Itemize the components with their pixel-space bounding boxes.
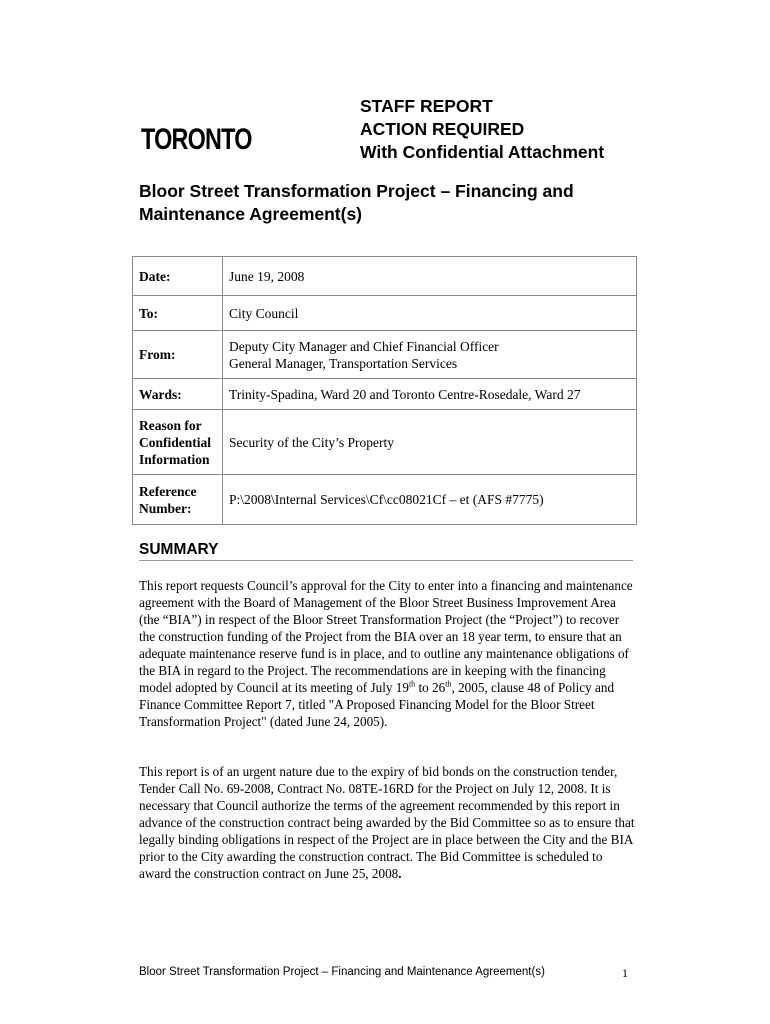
row-value: June 19, 2008 [223, 257, 637, 296]
report-details-table [132, 256, 637, 525]
paragraph-text: , 2005, clause 48 of Policy and Finance Committee Report 7, titled "A Proposed Financing Model for the Bloor Street Transformation Project" (dated June 24, 2005). [139, 680, 615, 729]
value-line: General Manager, Transportation Services [229, 355, 458, 371]
row-label [133, 410, 223, 475]
ordinal-suffix: th [445, 679, 452, 689]
label-line: Information [139, 451, 210, 467]
table-row [133, 475, 637, 525]
row-value [223, 331, 637, 379]
action-required: ACTION REQUIRED [360, 119, 525, 139]
summary-paragraph-1 [139, 577, 635, 730]
paragraph-text: to 26 [415, 680, 446, 695]
value-line: Deputy City Manager and Chief Financial Officer [229, 338, 499, 354]
table-row [133, 257, 637, 296]
logo-wordmark: TORONTO [141, 123, 252, 156]
paragraph-text: This report requests Council’s approval for the City to enter into a financing and maintenance agreement with the Board of Management of the Bloor Street Business Improvement Area (the “BIA”) in respect of the Bloor Street Transformation Project (the “Project”) to recover the construction funding of the Project from the BIA over an 18 year term, to ensure that an adequate maintenance reserve fund is in place, and to outline any maintenance obligations of the BIA in regard to the Project. The recommendations are in keeping with the financing model adopted by Council at its meeting of July 19 [139, 578, 633, 695]
row-label: To: [133, 296, 223, 331]
row-value: P:\2008\Internal Services\Cf\cc08021Cf – et (AFS #7775) [223, 475, 637, 525]
page-number: 1 [622, 966, 628, 980]
row-value: Trinity-Spadina, Ward 20 and Toronto Centre-Rosedale, Ward 27 [223, 379, 637, 410]
confidential-note: With Confidential Attachment [360, 142, 605, 162]
row-label: Date: [133, 257, 223, 296]
label-line: Confidential [139, 434, 212, 450]
summary-paragraph-2 [139, 763, 635, 882]
report-header [360, 95, 604, 164]
row-label: Wards: [133, 379, 223, 410]
row-label: From: [133, 331, 223, 379]
title-line-1: Bloor Street Transformation Project – Financing and [139, 181, 574, 201]
label-line: Reference [139, 483, 197, 499]
paragraph-end: . [398, 866, 402, 881]
paragraph-text: This report is of an urgent nature due to the expiry of bid bonds on the construction tender, Tender Call No. 69-2008, Contract No. 08TE-16RD for the Project on July 12, 2008. It is necessary that Council authorize the terms of the agreement recommended by this report in advance of the construction contract being awarded by the Bid Committee so as to ensure that legally binding obligations in respect of the Project are in place between the City and the BIA prior to the City awarding the construction contract. The Bid Committee is scheduled to award the construction contract on June 25, 2008 [139, 764, 635, 881]
table-row [133, 331, 637, 379]
report-type: STAFF REPORT [360, 96, 493, 116]
table-row [133, 379, 637, 410]
document-title [139, 180, 639, 226]
footer-title: Bloor Street Transformation Project – Financing and Maintenance Agreement(s) [139, 966, 545, 978]
summary-heading: SUMMARY [139, 540, 633, 561]
table-row [133, 410, 637, 475]
row-label [133, 475, 223, 525]
toronto-logo [139, 116, 281, 164]
row-value: City Council [223, 296, 637, 331]
ordinal-suffix: th [408, 679, 416, 689]
label-line: Reason for [139, 417, 202, 433]
table-row [133, 296, 637, 331]
title-line-2: Maintenance Agreement(s) [139, 204, 363, 224]
row-value: Security of the City’s Property [223, 410, 637, 475]
label-line: Number: [139, 500, 192, 516]
